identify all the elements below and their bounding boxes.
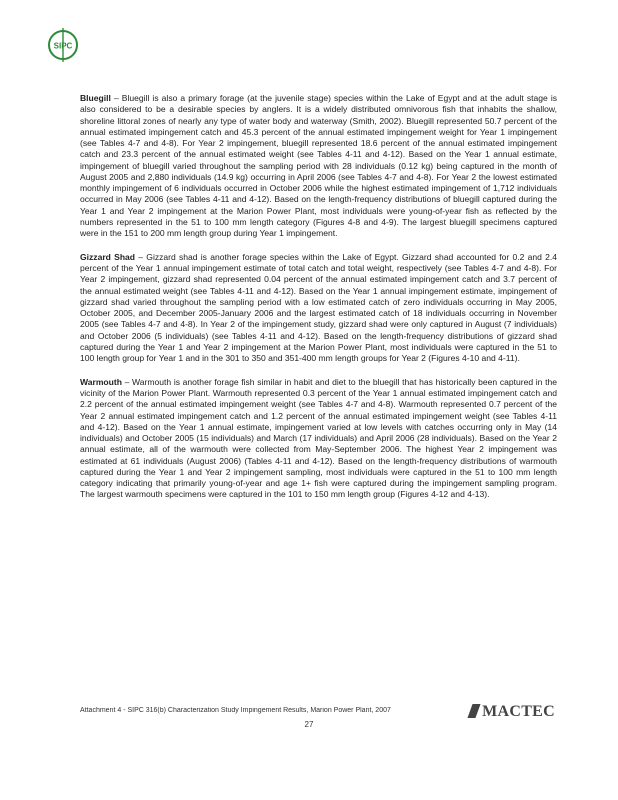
mactec-brand: MACTEC xyxy=(482,703,555,720)
heading-gizzard-shad: Gizzard Shad xyxy=(80,251,136,262)
mactec-slash-icon xyxy=(468,704,481,718)
heading-warmouth: Warmouth xyxy=(80,376,122,387)
body-text xyxy=(80,93,557,513)
mactec-logo xyxy=(470,703,555,721)
svg-text:SIPC: SIPC xyxy=(53,41,73,51)
paragraph-gizzard-shad xyxy=(80,252,557,365)
text-warmouth: – Warmouth is another forage fish similar in habit and diet to the bluegill that has historically been captured in the vicinity of the Marion Power Plant. Warmouth represented 0.3 percent of the Year 1 annual estimated impingement catch and 2.2 percent of the annual estimated impingement weight (see Tables 4-7 and 4-8). Warmouth represented 0.7 percent of the Year 2 annual estimated impingement catch and 1.2 percent of the annual estimated impingement weight (see Tables 4-11 and 4-12). Based on the Year 1 annual estimate, impingement varied at low levels with catches occurring only in May (14 individuals) and October 2005 (15 individuals) and March (17 individuals) and April 2006 (28 individuals). Based on the Year 2 annual estimate, all of the warmouth were collected from May-September 2006. The highest Year 2 impingement was estimated at 61 individuals (August 2006) (Tables 4-11 and 4-12). Based on the length-frequency distributions of warmouth captured during the Year 1 and Year 2 impingement sampling, most individuals were captured in the 51 to 100 mm length category indicating that primarily young-of-year and age 1+ fish were captured during the impingement sampling program. The largest warmouth specimens were captured in the 101 to 150 mm length group (Figures 4-12 and 4-13). xyxy=(80,376,557,500)
heading-bluegill: Bluegill xyxy=(80,93,111,103)
footer-citation: Attachment 4 - SIPC 316(b) Characterization Study Impingement Results, Marion Power Plant, 2007 xyxy=(80,707,391,714)
sipc-logo xyxy=(46,28,80,62)
paragraph-warmouth xyxy=(80,377,557,501)
page-number: 27 xyxy=(304,720,314,729)
paragraph-bluegill xyxy=(80,93,557,239)
text-gizzard-shad: – Gizzard shad is another forage species within the Lake of Egypt. Gizzard shad accounted for 0.2 and 2.4 percent of the Year 1 annual impingement estimate of total catch and total weight, respectively (see Tables 4-7 and 4-8). For Year 2 impingement, gizzard shad represented 0.04 percent of the annual estimated impingement catch and 3.7 percent of the annual estimated weight (see Tables 4-11 and 4-12). Based on the Year 1 annual impingement estimate, impingement of gizzard shad varied throughout the sampling period with a low estimated catch of zero individuals occurring in May 2005, October 2005, and December 2005-January 2006 and the largest estimated catch of 18 individuals occurring in November 2005 (see Tables 4-7 and 4-8). In Year 2 of the impingement study, gizzard shad were only captured in August (7 individuals) and October 2006 (5 individuals) (see Tables 4-11 and 4-12). Based on the length-frequency distributions of gizzard shad captured during the Year 1 and Year 2 impingement at the Marion Power Plant, most individuals were captured in the 51 to 100 length group for Year 1 and in the 301 to 350 and 351-400 mm length groups for Year 2 (Figures 4-10 and 4-11). xyxy=(80,251,557,363)
text-bluegill: – Bluegill is also a primary forage (at the juvenile stage) species within the Lake of Egypt and at the adult stage is also considered to be a desirable species by anglers. It is a widely distributed omnivorous fish that inhabits the shallow, shoreline littoral zones of nearly any type of water body and waterway (Smith, 2002). Bluegill represented 50.7 percent of the annual estimated impingement catch and 45.3 percent of the annual estimated impingement weight for Year 1 impingement (see Tables 4-7 and 4-8). For Year 2 impingement, bluegill represented 18.6 percent of the annual estimated impingement catch and 23.3 percent of the annual estimated weight (see Tables 4-11 and 4-12). Based on the Year 1 annual estimate, impingement of bluegill varied throughout the sampling period with 28 individuals (0.12 kg) being captured in the month of August 2005 and 2,880 individuals (14.9 kg) occurring in April 2006 (see Tables 4-7 and 4-8). For Year 2 the lowest estimated monthly impingement of 6 individuals occurred in October 2006 while the highest estimated impingement of 1,712 individuals occurred in May 2006 (see Tables 4-11 and 4-12). Based on the length-frequency distributions of bluegill captured during the Year 1 and Year 2 impingement at the Marion Power Plant, most individuals were young-of-year fish as reflected by the numbers represented in the 51 to 100 mm length category (Figures 4-8 and 4-9). The largest bluegill specimens captured were in the 151 to 200 mm length group during Year 1 impingement. xyxy=(80,93,557,238)
